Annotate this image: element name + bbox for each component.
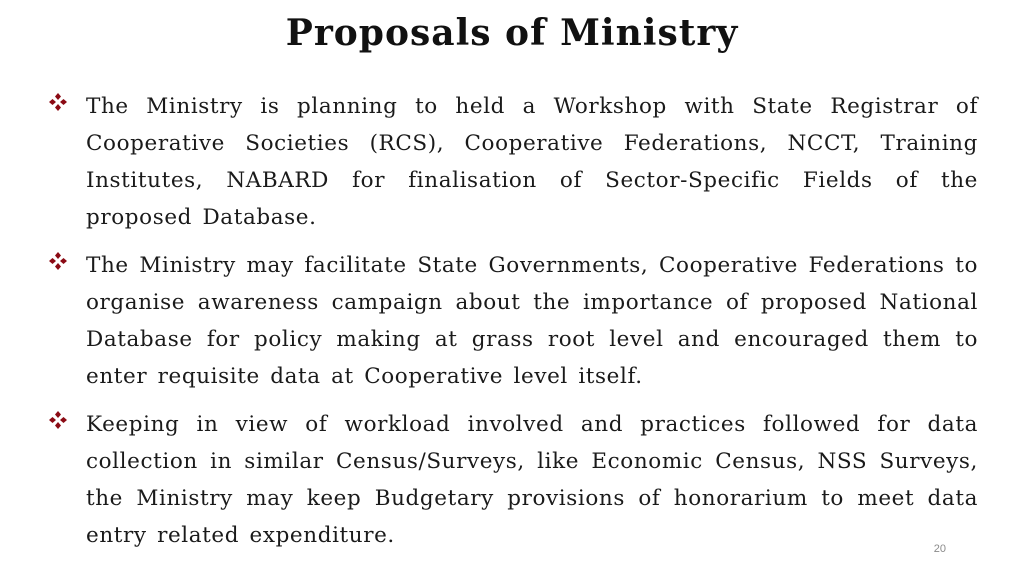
page-number: 20: [933, 543, 946, 555]
bullet-text: Keeping in view of workload involved and practices followed for data collection in similar Census/Surveys, like Economic Census, NSS Surveys, the Ministry may keep Budgetary provisions of honorarium to meet data entry related expenditure.: [86, 412, 978, 548]
four-diamond-bullet-icon: [48, 92, 68, 112]
slide-title: Proposals of Ministry: [285, 12, 739, 54]
bullet-item: [48, 247, 978, 395]
four-diamond-bullet-icon: [48, 410, 68, 430]
bullet-item: [48, 88, 978, 236]
bullet-text: The Ministry may facilitate State Governments, Cooperative Federations to organise awareness campaign about the importance of proposed National Database for policy making at grass root level and encouraged them to enter requisite data at Cooperative level itself.: [86, 253, 978, 389]
bullet-text: The Ministry is planning to held a Workshop with State Registrar of Cooperative Societies (RCS), Cooperative Federations, NCCT, Training Institutes, NABARD for finalisation of Sector-Specific Fields of the proposed Database.: [86, 94, 978, 230]
bullet-item: [48, 406, 978, 554]
four-diamond-bullet-icon: [48, 251, 68, 271]
bullet-list: [48, 88, 978, 565]
